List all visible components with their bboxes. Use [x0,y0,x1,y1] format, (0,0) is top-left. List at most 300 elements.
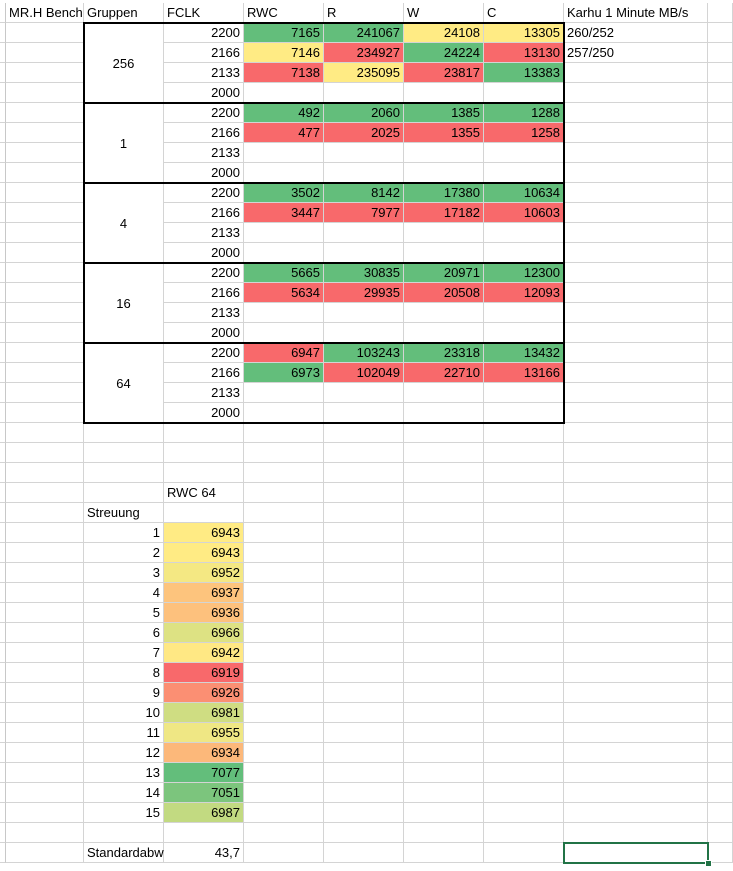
grid-cell[interactable] [484,803,564,823]
grid-cell[interactable] [84,483,164,503]
grid-cell[interactable] [708,403,733,423]
r-cell[interactable]: 103243 [324,343,404,363]
grid-cell[interactable] [564,443,708,463]
grid-cell[interactable] [6,443,84,463]
grid-cell[interactable] [564,83,708,103]
rwc-cell[interactable]: 6973 [244,363,324,383]
r-cell[interactable] [324,163,404,183]
streuung-index[interactable]: 9 [84,683,164,703]
c-cell[interactable]: 13432 [484,343,564,363]
streuung-index[interactable]: 10 [84,703,164,723]
grid-cell[interactable] [324,843,404,863]
grid-cell[interactable] [484,743,564,763]
grid-cell[interactable] [484,723,564,743]
grid-cell[interactable] [708,83,733,103]
grid-cell[interactable] [244,843,324,863]
header-col-e[interactable]: R [324,3,404,23]
grid-cell[interactable] [564,663,708,683]
grid-cell[interactable] [484,423,564,443]
grid-cell[interactable] [6,703,84,723]
w-cell[interactable] [404,163,484,183]
grid-cell[interactable] [244,643,324,663]
grid-cell[interactable] [244,523,324,543]
fclk-cell[interactable]: 2133 [164,303,244,323]
grid-cell[interactable] [6,603,84,623]
grid-cell[interactable] [404,723,484,743]
grid-cell[interactable] [6,363,84,383]
grid-cell[interactable] [564,603,708,623]
streuung-index[interactable]: 14 [84,783,164,803]
grid-cell[interactable] [324,423,404,443]
grid-cell[interactable] [708,603,733,623]
r-cell[interactable]: 30835 [324,263,404,283]
grid-cell[interactable] [708,643,733,663]
grid-cell[interactable] [244,703,324,723]
grid-cell[interactable] [6,663,84,683]
grid-cell[interactable] [564,163,708,183]
grid-cell[interactable] [244,563,324,583]
grid-cell[interactable] [484,543,564,563]
grid-cell[interactable] [708,823,733,843]
rwc-cell[interactable]: 7165 [244,23,324,43]
rwc-cell[interactable]: 477 [244,123,324,143]
grid-cell[interactable] [404,443,484,463]
rwc-cell[interactable]: 492 [244,103,324,123]
w-cell[interactable]: 23817 [404,63,484,83]
grid-cell[interactable] [324,763,404,783]
grid-cell[interactable] [324,703,404,723]
fclk-cell[interactable]: 2200 [164,343,244,363]
c-cell[interactable]: 1288 [484,103,564,123]
grid-cell[interactable] [404,823,484,843]
grid-cell[interactable] [484,663,564,683]
streuung-value[interactable]: 6952 [164,563,244,583]
grid-cell[interactable] [564,783,708,803]
rwc-cell[interactable]: 7146 [244,43,324,63]
streuung-value[interactable]: 6981 [164,703,244,723]
header-col-h[interactable]: Karhu 1 Minute MB/s [564,3,708,23]
c-cell[interactable] [484,383,564,403]
grid-cell[interactable] [6,503,84,523]
w-cell[interactable]: 1385 [404,103,484,123]
grid-cell[interactable] [6,583,84,603]
c-cell[interactable] [484,303,564,323]
grid-cell[interactable] [564,623,708,643]
grid-cell[interactable] [324,783,404,803]
grid-cell[interactable] [324,823,404,843]
karhu-cell[interactable]: 257/250 [564,43,708,63]
w-cell[interactable]: 22710 [404,363,484,383]
streuung-index[interactable]: 13 [84,763,164,783]
grid-cell[interactable] [708,543,733,563]
fclk-cell[interactable]: 2133 [164,143,244,163]
grid-cell[interactable] [244,663,324,683]
karhu-cell[interactable]: 260/252 [564,23,708,43]
streuung-index[interactable]: 15 [84,803,164,823]
grid-cell[interactable] [324,463,404,483]
streuung-value[interactable]: 6919 [164,663,244,683]
grid-cell[interactable] [244,423,324,443]
grid-cell[interactable] [484,563,564,583]
grid-cell[interactable] [324,563,404,583]
grid-cell[interactable] [324,503,404,523]
grid-cell[interactable] [564,823,708,843]
grid-cell[interactable] [708,263,733,283]
w-cell[interactable]: 24224 [404,43,484,63]
grid-cell[interactable] [708,223,733,243]
grid-cell[interactable] [708,43,733,63]
grid-cell[interactable] [164,503,244,523]
rwc-cell[interactable]: 3502 [244,183,324,203]
grid-cell[interactable] [6,323,84,343]
streuung-index[interactable]: 4 [84,583,164,603]
group-name-cell[interactable]: 1 [84,103,164,183]
header-col-a[interactable]: MR.H Bench [6,3,84,23]
grid-cell[interactable] [708,243,733,263]
grid-cell[interactable] [564,703,708,723]
w-cell[interactable]: 17182 [404,203,484,223]
fclk-cell[interactable]: 2200 [164,263,244,283]
grid-cell[interactable] [244,783,324,803]
r-cell[interactable]: 241067 [324,23,404,43]
grid-cell[interactable] [708,683,733,703]
grid-cell[interactable] [84,823,164,843]
grid-cell[interactable] [484,483,564,503]
header-col-b[interactable]: Gruppen [84,3,164,23]
grid-cell[interactable] [484,523,564,543]
c-cell[interactable] [484,143,564,163]
grid-cell[interactable] [708,503,733,523]
c-cell[interactable]: 13166 [484,363,564,383]
c-cell[interactable]: 13130 [484,43,564,63]
grid-cell[interactable] [6,643,84,663]
grid-cell[interactable] [324,743,404,763]
grid-cell[interactable] [708,103,733,123]
grid-cell[interactable] [324,603,404,623]
grid-cell[interactable] [6,463,84,483]
grid-cell[interactable] [708,443,733,463]
grid-cell[interactable] [708,363,733,383]
grid-cell[interactable] [404,803,484,823]
rwc-cell[interactable] [244,303,324,323]
grid-cell[interactable] [244,683,324,703]
grid-cell[interactable] [6,263,84,283]
grid-cell[interactable] [708,743,733,763]
grid-cell[interactable] [244,803,324,823]
grid-cell[interactable] [708,323,733,343]
grid-cell[interactable] [404,703,484,723]
grid-cell[interactable] [564,683,708,703]
streuung-value[interactable]: 6926 [164,683,244,703]
c-cell[interactable] [484,83,564,103]
w-cell[interactable] [404,223,484,243]
fclk-cell[interactable]: 2000 [164,163,244,183]
c-cell[interactable]: 10603 [484,203,564,223]
c-cell[interactable] [484,403,564,423]
grid-cell[interactable] [564,403,708,423]
grid-cell[interactable] [564,763,708,783]
grid-cell[interactable] [244,763,324,783]
c-cell[interactable] [484,323,564,343]
grid-cell[interactable] [6,63,84,83]
grid-cell[interactable] [564,423,708,443]
grid-cell[interactable] [244,743,324,763]
grid-cell[interactable] [484,683,564,703]
r-cell[interactable] [324,143,404,163]
group-name-cell[interactable]: 4 [84,183,164,263]
streuung-index[interactable]: 6 [84,623,164,643]
streuung-value[interactable]: 6966 [164,623,244,643]
grid-cell[interactable] [708,143,733,163]
grid-cell[interactable] [404,763,484,783]
grid-cell[interactable] [6,143,84,163]
rwc-cell[interactable] [244,223,324,243]
grid-cell[interactable] [324,543,404,563]
grid-cell[interactable] [404,843,484,863]
group-name-cell[interactable]: 256 [84,23,164,103]
grid-cell[interactable] [164,443,244,463]
header-col-g[interactable]: C [484,3,564,23]
grid-cell[interactable] [6,803,84,823]
grid-cell[interactable] [6,743,84,763]
grid-cell[interactable] [708,163,733,183]
streuung-value[interactable]: 6955 [164,723,244,743]
r-cell[interactable] [324,403,404,423]
r-cell[interactable] [324,243,404,263]
grid-cell[interactable] [564,643,708,663]
streuung-index[interactable]: 7 [84,643,164,663]
grid-cell[interactable] [404,543,484,563]
r-cell[interactable]: 2060 [324,103,404,123]
streuung-value[interactable]: 7077 [164,763,244,783]
fclk-cell[interactable]: 2166 [164,203,244,223]
grid-cell[interactable] [708,623,733,643]
c-cell[interactable]: 13305 [484,23,564,43]
streuung-value[interactable]: 7051 [164,783,244,803]
streuung-index[interactable]: 2 [84,543,164,563]
grid-cell[interactable] [244,583,324,603]
fclk-cell[interactable]: 2133 [164,383,244,403]
streuung-value[interactable]: 6987 [164,803,244,823]
w-cell[interactable] [404,403,484,423]
grid-cell[interactable] [404,743,484,763]
header-col-f[interactable]: W [404,3,484,23]
grid-cell[interactable] [244,443,324,463]
grid-cell[interactable] [708,563,733,583]
grid-cell[interactable] [564,383,708,403]
fclk-cell[interactable]: 2000 [164,243,244,263]
grid-cell[interactable] [708,763,733,783]
grid-cell[interactable] [6,223,84,243]
grid-cell[interactable] [708,783,733,803]
w-cell[interactable]: 23318 [404,343,484,363]
streuung-value[interactable]: 6943 [164,523,244,543]
grid-cell[interactable] [564,463,708,483]
c-cell[interactable] [484,163,564,183]
grid-cell[interactable] [6,423,84,443]
grid-cell[interactable] [708,203,733,223]
grid-cell[interactable] [6,183,84,203]
grid-cell[interactable] [244,543,324,563]
grid-cell[interactable] [324,583,404,603]
header-col-c[interactable]: FCLK [164,3,244,23]
grid-cell[interactable] [708,703,733,723]
grid-cell[interactable] [708,123,733,143]
w-cell[interactable]: 24108 [404,23,484,43]
r-cell[interactable] [324,83,404,103]
r-cell[interactable] [324,223,404,243]
grid-cell[interactable] [324,483,404,503]
grid-cell[interactable] [244,603,324,623]
fclk-cell[interactable]: 2000 [164,323,244,343]
grid-cell[interactable] [6,43,84,63]
fclk-cell[interactable]: 2000 [164,83,244,103]
header-col-d[interactable]: RWC [244,3,324,23]
fclk-cell[interactable]: 2133 [164,63,244,83]
grid-cell[interactable] [708,303,733,323]
grid-cell[interactable] [84,423,164,443]
grid-cell[interactable] [708,803,733,823]
grid-cell[interactable] [708,343,733,363]
grid-cell[interactable] [244,823,324,843]
grid-cell[interactable] [564,483,708,503]
grid-cell[interactable] [324,803,404,823]
grid-cell[interactable] [6,103,84,123]
streuung-value[interactable]: 6943 [164,543,244,563]
grid-cell[interactable] [404,523,484,543]
grid-cell[interactable] [708,523,733,543]
grid-cell[interactable] [484,583,564,603]
grid-cell[interactable] [324,643,404,663]
stddev-label[interactable]: Standardabw [84,843,164,863]
fclk-cell[interactable]: 2166 [164,123,244,143]
grid-cell[interactable] [564,243,708,263]
fclk-cell[interactable]: 2200 [164,183,244,203]
c-cell[interactable]: 1258 [484,123,564,143]
w-cell[interactable]: 20971 [404,263,484,283]
rwc-cell[interactable]: 6947 [244,343,324,363]
grid-cell[interactable] [564,583,708,603]
grid-cell[interactable] [564,283,708,303]
streuung-index[interactable]: 8 [84,663,164,683]
rwc-cell[interactable] [244,383,324,403]
grid-cell[interactable] [6,303,84,323]
w-cell[interactable]: 17380 [404,183,484,203]
w-cell[interactable] [404,383,484,403]
selected-cell[interactable] [563,842,709,864]
grid-cell[interactable] [6,123,84,143]
rwc-cell[interactable] [244,323,324,343]
c-cell[interactable]: 12300 [484,263,564,283]
grid-cell[interactable] [244,623,324,643]
grid-cell[interactable] [6,383,84,403]
grid-cell[interactable] [6,783,84,803]
grid-cell[interactable] [564,203,708,223]
grid-cell[interactable] [484,643,564,663]
grid-cell[interactable] [564,723,708,743]
grid-cell[interactable] [708,3,733,23]
grid-cell[interactable] [164,823,244,843]
grid-cell[interactable] [244,503,324,523]
fclk-cell[interactable]: 2166 [164,363,244,383]
grid-cell[interactable] [244,463,324,483]
r-cell[interactable]: 234927 [324,43,404,63]
grid-cell[interactable] [484,503,564,523]
grid-cell[interactable] [324,443,404,463]
rwc-cell[interactable]: 7138 [244,63,324,83]
w-cell[interactable] [404,323,484,343]
streuung-index[interactable]: 3 [84,563,164,583]
grid-cell[interactable] [6,823,84,843]
grid-cell[interactable] [484,623,564,643]
group-name-cell[interactable]: 16 [84,263,164,343]
rwc-cell[interactable]: 3447 [244,203,324,223]
grid-cell[interactable] [404,563,484,583]
grid-cell[interactable] [6,403,84,423]
grid-cell[interactable] [564,803,708,823]
r-cell[interactable] [324,383,404,403]
grid-cell[interactable] [404,643,484,663]
r-cell[interactable]: 29935 [324,283,404,303]
rwc-cell[interactable] [244,243,324,263]
streuung-index[interactable]: 12 [84,743,164,763]
grid-cell[interactable] [164,463,244,483]
grid-cell[interactable] [564,363,708,383]
grid-cell[interactable] [708,663,733,683]
fclk-cell[interactable]: 2166 [164,43,244,63]
grid-cell[interactable] [6,203,84,223]
fclk-cell[interactable]: 2200 [164,103,244,123]
grid-cell[interactable] [6,523,84,543]
w-cell[interactable] [404,83,484,103]
grid-cell[interactable] [324,523,404,543]
grid-cell[interactable] [708,23,733,43]
r-cell[interactable]: 235095 [324,63,404,83]
grid-cell[interactable] [484,843,564,863]
stddev-value[interactable]: 43,7 [164,843,244,863]
w-cell[interactable]: 1355 [404,123,484,143]
grid-cell[interactable] [564,143,708,163]
grid-cell[interactable] [6,543,84,563]
grid-cell[interactable] [564,223,708,243]
c-cell[interactable]: 13383 [484,63,564,83]
grid-cell[interactable] [564,63,708,83]
grid-cell[interactable] [708,463,733,483]
grid-cell[interactable] [404,603,484,623]
grid-cell[interactable] [484,463,564,483]
c-cell[interactable]: 10634 [484,183,564,203]
grid-cell[interactable] [404,623,484,643]
grid-cell[interactable] [404,583,484,603]
grid-cell[interactable] [564,743,708,763]
grid-cell[interactable] [324,723,404,743]
grid-cell[interactable] [6,843,84,863]
grid-cell[interactable] [484,703,564,723]
rwc-cell[interactable] [244,163,324,183]
streuung-value[interactable]: 6936 [164,603,244,623]
grid-cell[interactable] [324,683,404,703]
grid-cell[interactable] [708,63,733,83]
grid-cell[interactable] [564,563,708,583]
fclk-cell[interactable]: 2166 [164,283,244,303]
grid-cell[interactable] [564,523,708,543]
grid-cell[interactable] [6,83,84,103]
c-cell[interactable] [484,243,564,263]
streuung-value[interactable]: 6942 [164,643,244,663]
fill-handle[interactable] [705,860,712,867]
rwc-cell[interactable] [244,403,324,423]
grid-cell[interactable] [708,383,733,403]
